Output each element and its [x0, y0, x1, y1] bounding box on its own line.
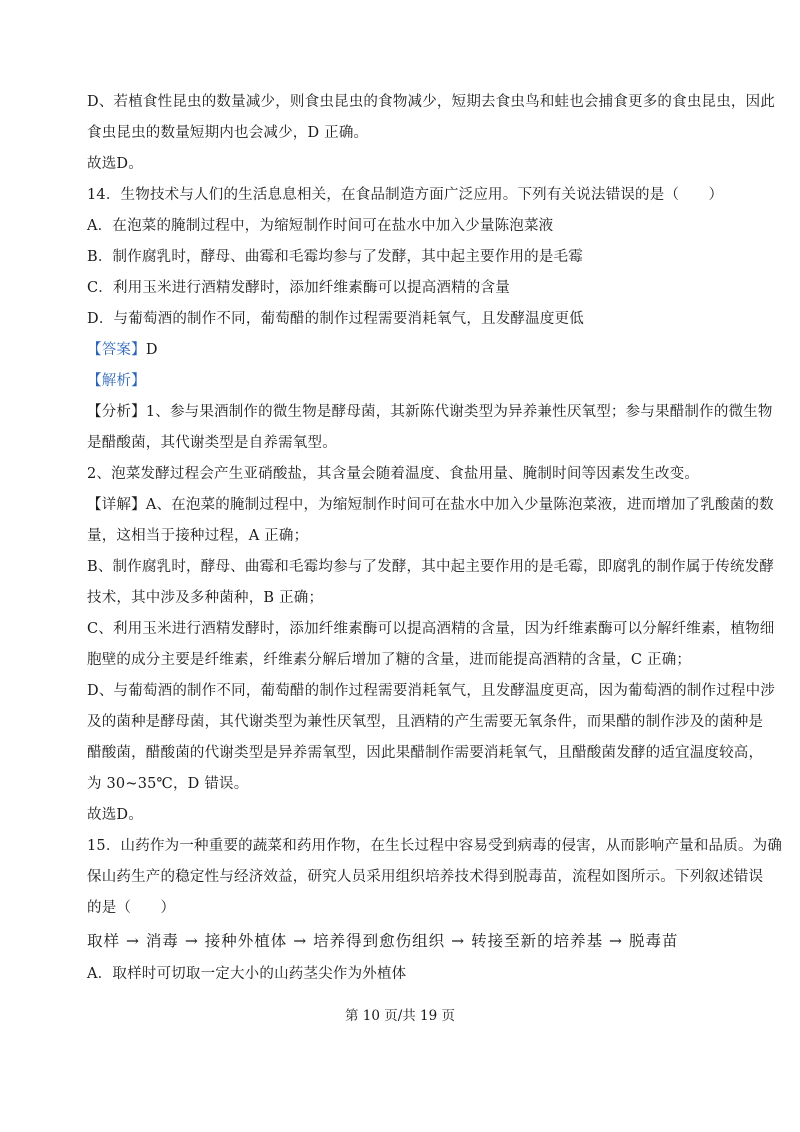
detail-d-cont-1: 及的菌种是酵母菌，其代谢类型为兼性厌氧型，且酒精的产生需要无氧条件，而果醋的制作涉及的菌种是	[87, 714, 764, 730]
flow-step-disinfection: 消毒	[145, 932, 179, 950]
question-14-option-b: B．制作腐乳时，酵母、曲霉和毛霉均参与了发酵，其中起主要作用的是毛霉	[87, 249, 583, 265]
analysis-point-2: 2、泡菜发酵过程会产生亚硝酸盐，其含量会随着温度、食盐用量、腌制时间等因素发生改变。	[87, 466, 700, 482]
detail-d-cont-3: 为 30~35℃，D 错误。	[87, 776, 249, 792]
question-14-option-a: A．在泡菜的腌制过程中，为缩短制作时间可在盐水中加入少量陈泡菜液	[87, 218, 554, 234]
analysis-tag: 【解析】	[87, 373, 146, 389]
question-15-option-a: A．取样时可切取一定大小的山药茎尖作为外植体	[87, 966, 407, 982]
arrow-right-icon: →	[451, 932, 466, 950]
detail-a	[87, 495, 774, 515]
question-15-stem: 15．山药作为一种重要的蔬菜和药用作物，在生长过程中容易受到病毒的侵害，从而影响产量和品质。为确	[87, 838, 783, 854]
page-footer: 第 10 页/共 19 页	[344, 1008, 456, 1024]
detail-c: C、利用玉米进行酒精发酵时，添加纤维素酶可以提高酒精的含量，因为纤维素酶可以分解纤维素，植物细	[87, 621, 775, 637]
question-15-stem-end: 的是（ ）	[87, 900, 176, 916]
flow-step-inoculation: 接种外植体	[204, 932, 288, 950]
arrow-right-icon: →	[125, 932, 140, 950]
detail-c-cont: 胞壁的成分主要是纤维素，纤维素分解后增加了糖的含量，进而能提高酒精的含量，C 正确；	[87, 652, 692, 668]
question-15-stem-cont: 保山药生产的稳定性与经济效益，研究人员采用组织培养技术得到脱毒苗，流程如图所示。下列叙述错误	[87, 869, 764, 885]
text-line-conclusion-14: 故选D。	[87, 807, 143, 823]
arrow-right-icon: →	[293, 932, 308, 950]
flow-step-transfer: 转接至新的培养基	[471, 932, 604, 950]
answer-line	[87, 340, 727, 360]
process-flow	[87, 930, 727, 952]
detail-d-cont-2: 醋酸菌，醋酸菌的代谢类型是异养需氧型，因此果醋制作需要消耗氧气，且醋酸菌发酵的适宜温度较高，	[87, 745, 764, 761]
question-14-option-c: C．利用玉米进行酒精发酵时，添加纤维素酶可以提高酒精的含量	[87, 280, 510, 296]
analysis-point-1-text: 1、参与果酒制作的微生物是酵母菌，其新陈代谢类型为异养兼性厌氧型；参与果醋制作的微生物	[145, 404, 773, 420]
text-line-d-option-explanation-cont: 食虫昆虫的数量短期内也会减少，D 正确。	[87, 125, 369, 141]
flow-step-callus: 培养得到愈伤组织	[313, 932, 446, 950]
analysis-point-1-cont: 是醋酸菌，其代谢类型是自养需氧型。	[87, 435, 337, 451]
flow-step-virus-free-seedling: 脱毒苗	[628, 932, 679, 950]
analysis-point-1	[87, 402, 773, 422]
arrow-right-icon: →	[609, 932, 624, 950]
question-14-option-d: D．与葡萄酒的制作不同，葡萄醋的制作过程需要消耗氧气，且发酵温度更低	[87, 311, 584, 327]
detail-b-cont: 技术，其中涉及多种菌种，B 正确；	[87, 590, 324, 606]
answer-value: D	[145, 342, 158, 358]
analysis-heading	[87, 371, 727, 391]
flow-step-sampling: 取样	[87, 932, 121, 950]
detail-d: D、与葡萄酒的制作不同，葡萄醋的制作过程需要消耗氧气，且发酵温度更高，因为葡萄酒的制作过程中涉	[87, 683, 776, 699]
arrow-right-icon: →	[184, 932, 199, 950]
question-14-stem: 14．生物技术与人们的生活息息相关，在食品制造方面广泛应用。下列有关说法错误的是（ ）	[87, 187, 724, 203]
text-line-d-option-explanation: D、若植食性昆虫的数量减少，则食虫昆虫的食物减少，短期去食虫鸟和蛙也会捕食更多的食虫昆虫，因此	[87, 94, 776, 110]
detail-a-text: A、在泡菜的腌制过程中，为缩短制作时间可在盐水中加入少量陈泡菜液，进而增加了乳酸菌的数	[145, 497, 774, 513]
text-line-conclusion-13: 故选D。	[87, 156, 143, 172]
detail-b: B、制作腐乳时，酵母、曲霉和毛霉均参与了发酵，其中起主要作用的是毛霉，即腐乳的制作属于传统发酵	[87, 559, 775, 575]
answer-tag: 【答案】	[87, 342, 146, 358]
detail-tag: 【详解】	[87, 497, 146, 513]
analysis-subtag: 【分析】	[87, 404, 146, 420]
detail-a-cont: 量，这相当于接种过程，A 正确；	[87, 528, 309, 544]
